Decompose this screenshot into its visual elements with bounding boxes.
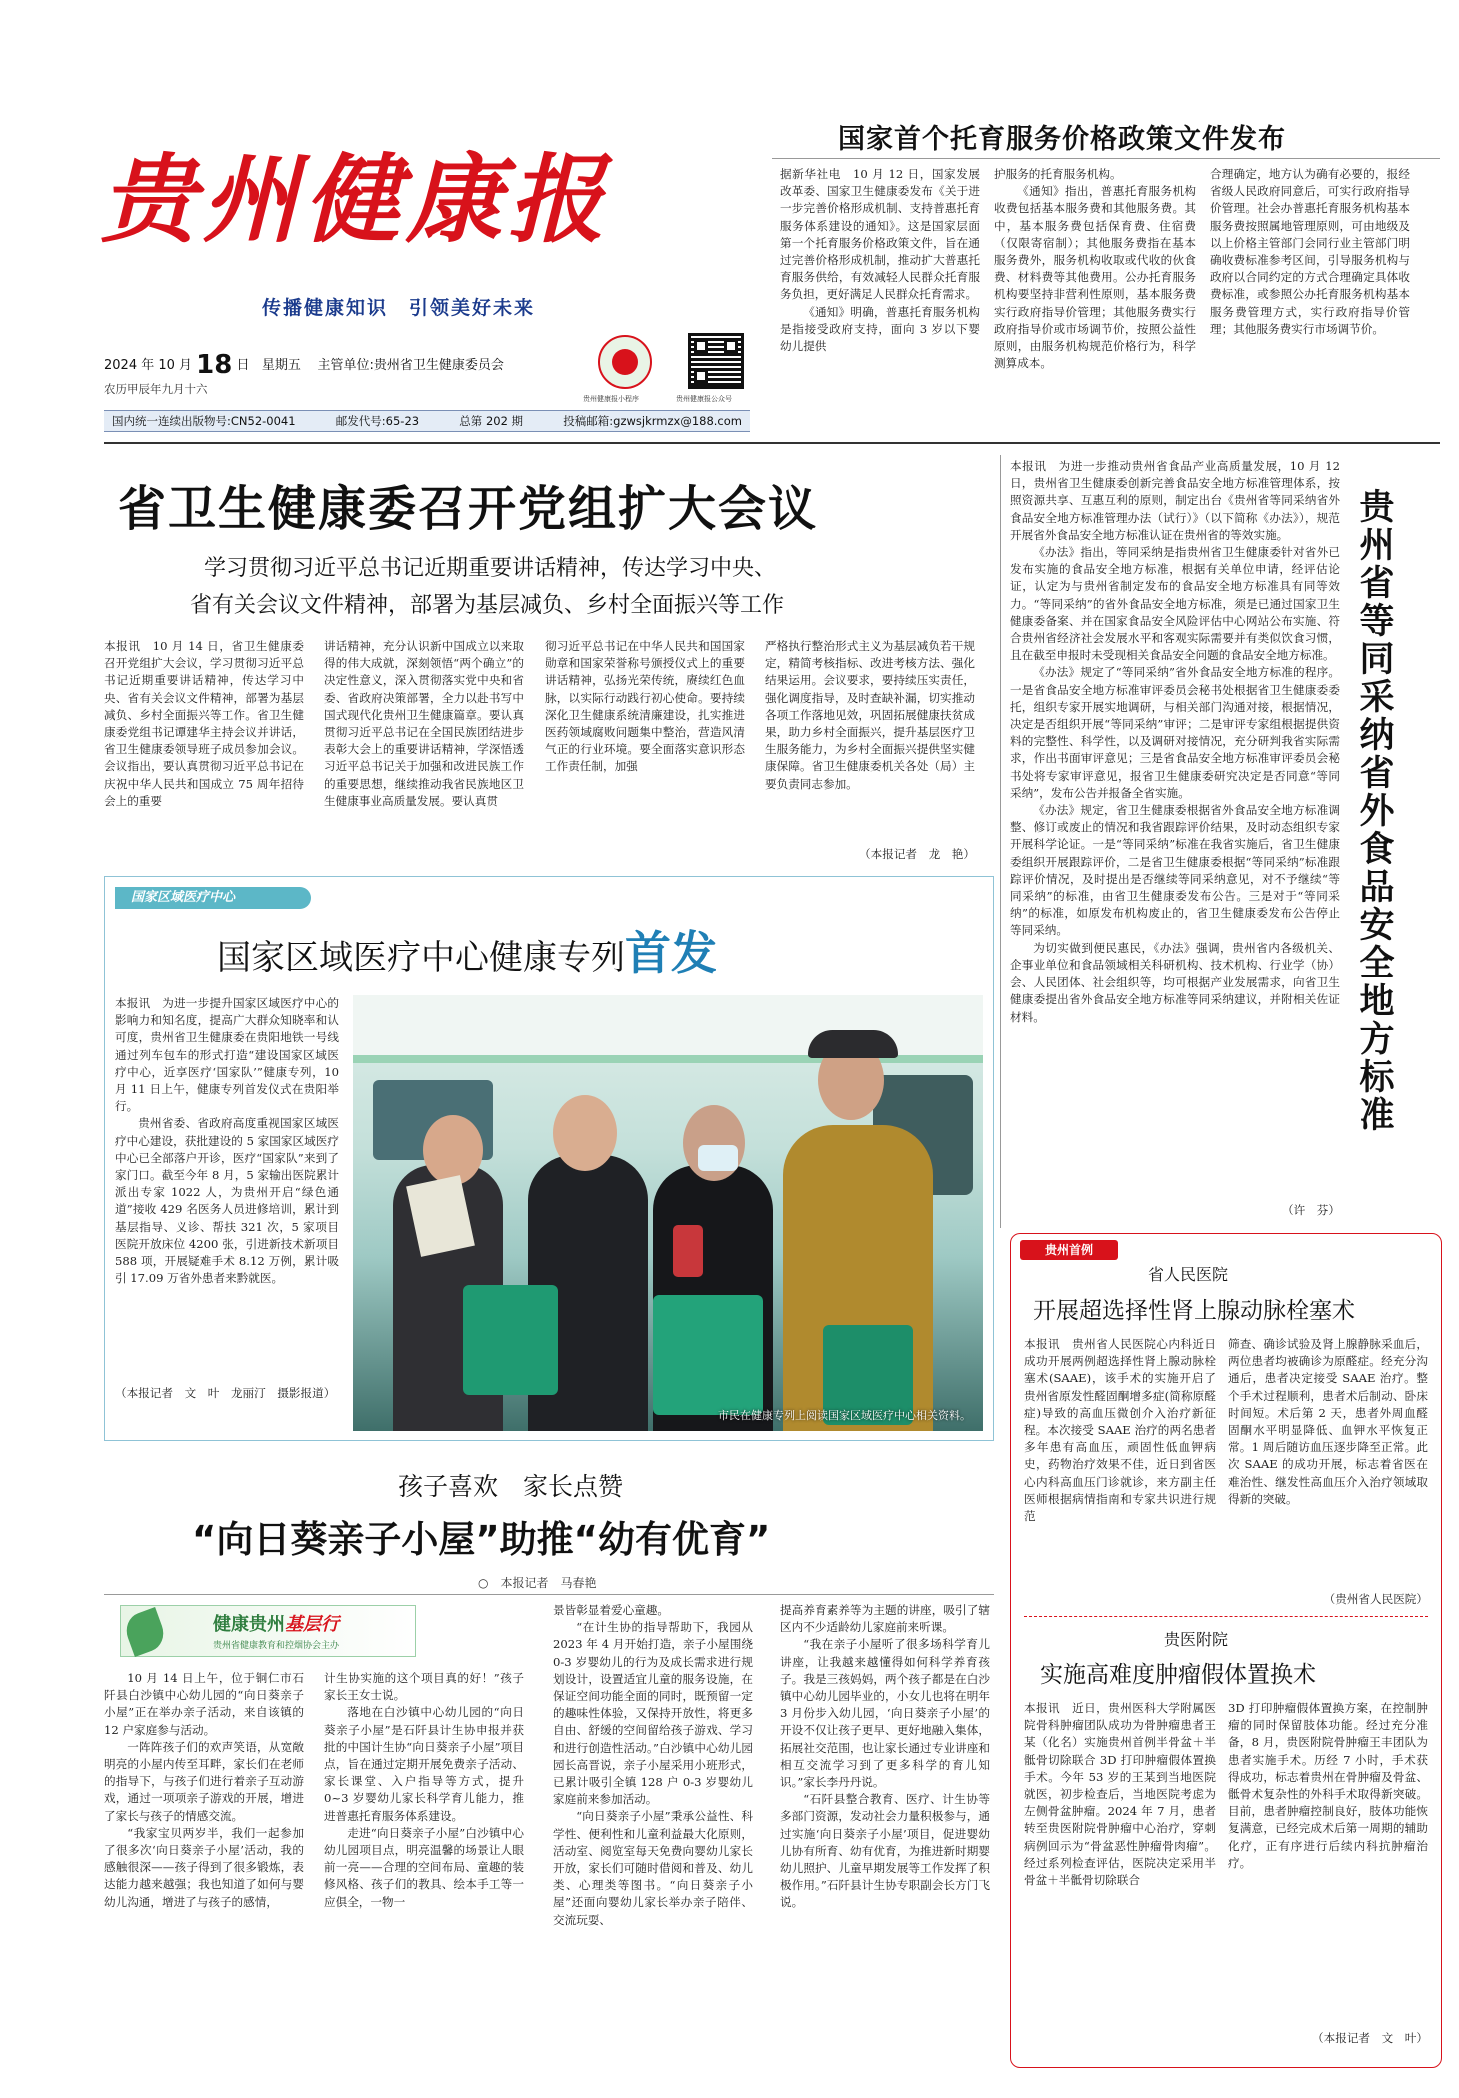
- sidebar-tumor-col-2: 3D 打印肿瘤假体置换方案，在控制肿瘤的同时保留肢体功能。经过充分准备，8 月，贵医附院骨肿瘤王丰团队为患者实施手术。历经 7 小时，手术获得成功，标志着贵州在骨肿瘤及骨盆、骶骨术复杂性的外科手术取得新突破。目前，患者肿瘤控制良好，肢体功能恢复满意，已经完成术后第一周期的辅助化疗，正有序进行后续内科抗肿瘤治疗。: [1228, 1701, 1428, 1870]
- leaf-icon: [121, 1607, 169, 1657]
- sidebar-tumor-kicker: 贵医附院: [1164, 1630, 1229, 1649]
- sunflower-col-1: 10 月 14 日上午，位于铜仁市石阡县白沙镇中心幼儿园的“向日葵亲子小屋”正在举办亲子活动，来自该镇的 12 户家庭参与活动。 一阵阵孩子们的欢声笑语，从宽敞明亮的小屋内传至耳畔，家长们在老师的指导下，与孩子们进行着亲子互动游戏，通过一项项亲子游戏的开展，增进了家长与孩子的情感交流。 “我家宝贝两岁半，我们一起参加了很多次‘向日葵亲子小屋’活动，我的感触很深——孩子得到了很多锻炼，表达能力越来越强；我也知道了如何与婴幼儿沟通，增进了与孩子的感情，: [104, 1671, 304, 1909]
- info-bar: [104, 410, 750, 432]
- lead-subhead-2: 省有关会议文件精神，部署为基层减负、乡村全面振兴等工作: [190, 593, 785, 618]
- sidebar-tumor-byline: （本报记者 文 叶）: [1312, 2031, 1428, 2045]
- qr-mini-label: 贵州健康报小程序: [583, 395, 639, 403]
- qr-wechat-label: 贵州健康报公众号: [676, 395, 732, 403]
- date-line: [104, 350, 504, 380]
- center-byline: （本报记者 文 叶 龙丽汀 摄影报道）: [115, 1386, 336, 1400]
- sidebar-tumor-headline: 实施高难度肿瘤假体置换术: [1040, 1662, 1316, 1688]
- info-issn: 国内统一连续出版物号:CN52-0041: [112, 414, 296, 428]
- date-label: 2024 年 10 月: [104, 358, 193, 373]
- photo-caption: 市民在健康专列上阅读国家区域医疗中心相关资料。: [718, 1409, 971, 1422]
- sunflower-kicker: 孩子喜欢 家长点赞: [398, 1472, 624, 1501]
- lead-col-1: 本报讯 10 月 14 日，省卫生健康委召开党组扩大会议，学习贯彻习近平总书记近期重要讲话精神，传达学习中央、省有关会议文件精神，部署为基层减负、乡村全面振兴等工作。省卫生健康委党组书记谭建华主持会议并讲话，省卫生健康委领导班子成员参加会议。会议指出，要认真贯彻习近平总书记在庆祝中华人民共和国成立 75 周年招待会上的重要: [104, 639, 304, 808]
- date-day: 18: [196, 350, 233, 380]
- sunflower-headline: “向日葵亲子小屋”助推“幼有优育”: [192, 1518, 771, 1561]
- sidebar-firsts-headline: 开展超选择性肾上腺动脉栓塞术: [1033, 1298, 1355, 1324]
- masthead-title: 贵州健康报: [100, 143, 610, 256]
- info-postal: 邮发代号:65-23: [335, 414, 420, 428]
- center-section-tag: 国家区域医疗中心: [115, 887, 311, 909]
- sunflower-col-3: 景皆彰显着爱心童趣。 “在计生协的指导帮助下，我园从 2023 年 4 月开始打造，亲子小屋围绕 0-3 岁婴幼儿的行为及成长需求进行规划设计，设置适宜儿童的服务设施，在保证空间功能全面的同时，既预留一定的趣味性体验，又保持开放性，将更多自由、舒缓的空间留给孩子游戏、学习和进行创造性活动。”白沙镇中心幼儿园园长高晋说，亲子小屋采用小班形式，已累计吸引全镇 128 户 0-3 岁婴幼儿家庭前来参加活动。 “向日葵亲子小屋”秉承公益性、科学性、便利性和儿童利益最大化原则，活动室、阅览室每天免费向婴幼儿家长开放，家长们可随时借阅和普及、幼儿类、心理类等图书。“向日葵亲子小屋”还面向婴幼儿家长举办亲子陪伴、交流玩耍、: [553, 1603, 753, 1927]
- logo-icon: [612, 349, 638, 375]
- info-email: 投稿邮箱:gzwsjkrmzx@188.com: [563, 414, 742, 428]
- sidebar-section-tag: 贵州首例: [1020, 1240, 1118, 1260]
- sunflower-byline: ○ 本报记者 马春艳: [478, 1576, 597, 1590]
- banner-title: 健康贵州: [213, 1614, 285, 1635]
- weekday: 星期五: [261, 358, 301, 373]
- banner-accent: 基层行: [285, 1614, 339, 1635]
- lead-col-4: 严格执行整治形式主义为基层减负若干规定，精简考核指标、改进考核方法、强化结果运用。会议要求，要持续压实责任，强化调度指导，及时查缺补漏，切实推动各项工作落地见效，巩固拓展健康扶贫成果，助力乡村全面振兴，提升基层医疗卫生服务能力，为乡村全面振兴提供坚实健康保障。省卫生健康委机关各处（局）主要负责同志参加。: [765, 639, 975, 791]
- lead-col-3: 彻习近平总书记在中华人民共和国国家勋章和国家荣誉称号颁授仪式上的重要讲话精神，弘扬光荣传统，赓续红色血脉，以实际行动践行初心使命。要持续深化卫生健康系统清廉建设，扎实推进医药领域腐败问题集中整治，营造风清气正的行业环境。要全面落实意识形态工作责任制，加强: [545, 639, 745, 774]
- qr-mini-program: [598, 335, 652, 389]
- right-story-body: 本报讯 为进一步推动贵州省食品产业高质量发展，10 月 12 日，贵州省卫生健康委创新完善食品安全地方标准管理体系，按照资源共享、互惠互利的原则，制定出台《贵州省等同采纳省外食品安全地方标准管理办法（试行）》（以下简称《办法》），规范开展省外食品安全地方标准认证在贵州省的等效实施。 《办法》指出，等同采纳是指贵州省卫生健康委针对省外已发布实施的食品安全地方标准，根据有关单位申请，经评估论证，认定为与贵州省制定发布的食品安全地方标准具有同等效力。“等同采纳”的省外食品安全地方标准，须是已通过国家卫生健康委备案、并在国家食品安全风险评估中心网站公布实施、符合贵州省经济社会发展水平和客观实际需要并有类似饮食习惯，且在截至申报时未受现相关食品安全问题的食品安全地方标准。 《办法》规定了“等同采纳”省外食品安全地方标准的程序。一是省食品安全地方标准审评委员会秘书处根据省卫生健康委委托，组织专家开展实地调研，与相关部门沟通对接，根据情况，决定是否组织开展“等同采纳”审评；二是审评专家组根据提供资料的完整性、科学性，以及调研对接情况，充分研判我省实际需求，作出书面审评意见；三是省食品安全地方标准审评委员会秘书处将专家审评意见，报省卫生健康委研究决定是否同意“等同采纳”，发布公告并报备全省实施。 《办法》规定，省卫生健康委根据省外食品安全地方标准调整、修订或废止的情况和我省跟踪评价结果，及时动态组织专家开展科学论证。一是“等同采纳”标准在我省实施后，省卫生健康委组织开展跟踪评价，二是省卫生健康委根据“等同采纳”标准跟踪评价情况，及时提出是否继续等同采纳意见，对不予继续“等同采纳”的标准，由省卫生健康委发布公告。三是对于“等同采纳”的标准，如原发布机构废止的，省卫生健康委发布公告停止等同采纳。 为切实做到便民惠民，《办法》强调，贵州省内各级机关、企事业单位和食品领域相关科研机构、技术机构、行业学（协）会、人民团体、社会组织等，均可根据产业发展需求，向省卫生健康委提出省外食品安全地方标准等同采纳建议，并附相关佐证材料。: [1010, 459, 1340, 1024]
- center-story-box: [104, 876, 994, 1441]
- subway-photo: [353, 995, 983, 1431]
- right-story-byline: （许 芬）: [1282, 1203, 1340, 1217]
- center-headline-accent: 首发: [625, 926, 717, 980]
- lead-subhead-1: 学习贯彻习近平总书记近期重要讲话精神，传达学习中央、: [204, 556, 777, 581]
- center-body: 本报讯 为进一步提升国家区域医疗中心的影响力和知名度，提高广大群众知晓率和认可度，贵州省卫生健康委在贵阳地铁一号线通过列车包车的形式打造“建设国家区域医疗中心，近享医疗‘国家队’”健康专列，10 月 11 日上午，健康专列首发仪式在贵阳举行。 贵州省委、省政府高度重视国家区域医疗中心建设，获批建设的 5 家国家区域医疗中心已全部落户开诊，医疗“国家队”来到了家门口。截至今年 8 月，5 家输出医院累计派出专家 1022 人，为贵州开启“绿色通道”接收 429 名医务人员进修培训，累计到基层指导、义诊、帮扶 321 次，5 家项目医院开放床位 4200 张，引进新技术新项目 588 项，开展疑难手术 8.12 万例，累计吸引 17.09 万省外患者来黔就医。: [115, 996, 339, 1286]
- top-story-col-3: 合理确定，地方认为确有必要的，报经省级人民政府同意后，可实行政府指导价管理。社会办普惠托育服务机构基本服务费按照属地管理原则，可由地级及以上价格主管部门会同行业主管部门明确收费标准参考区间，引导服务机构与政府以合同约定的方式合理确定具体收费标准，或参照公办托育服务机构基本服务费管理方式，实行政府指导价管理；其他服务费实行市场调节价。: [1210, 167, 1410, 336]
- banner-sub: 贵州省健康教育和控烟协会主办: [213, 1641, 340, 1651]
- info-issue: 总第 202 期: [459, 414, 524, 428]
- masthead-slogan: 传播健康知识 引领美好未来: [262, 297, 536, 319]
- jiceng-banner: [120, 1605, 416, 1657]
- sunflower-col-4: 提高养育素养等为主题的讲座，吸引了辖区内不少适龄幼儿家庭前来听课。 “我在亲子小屋听了很多场科学育儿讲座，让我越来越懂得如何科学养育孩子。我是三孩妈妈，两个孩子都是在白沙镇中心幼儿园毕业的，小女儿也将在明年 3 月份步入幼儿园，‘向日葵亲子小屋’的开设不仅让孩子更早、更好地融入集体，拓展社交范围，也让家长通过专业讲座和相互交流学习到了更多科学的育儿知识。”家长李丹丹说。 “石阡县整合教育、医疗、计生协等多部门资源，发动社会力量积极参与，通过实施‘向日葵亲子小屋’项目，促进婴幼儿协有所育、幼有优育，为推进新时期婴幼儿照护、儿童早期发展等工作发挥了积极作用。”石阡县计生协专职副会长方门飞说。: [780, 1603, 990, 1910]
- sunflower-col-2: 计生协实施的这个项目真的好！”孩子家长王女士说。 落地在白沙镇中心幼儿园的“向日葵亲子小屋”是石阡县计生协申报并获批的中国计生协“向日葵亲子小屋”项目点，旨在通过定期开展免费亲子活动、家长课堂、入户指导等方式，提升 0~3 岁婴幼儿家长科学育儿能力，推进普惠托育服务体系建设。 走进“向日葵亲子小屋”白沙镇中心幼儿园项目点，明亮温馨的场景让人眼前一亮——合理的空间布局、童趣的装修风格、孩子们的教具、绘本手工等一应俱全，一物一: [324, 1671, 524, 1909]
- center-headline-prefix: 国家区域医疗中心健康专列: [217, 938, 625, 978]
- date-day-unit: 日: [236, 358, 250, 373]
- top-story-col-2: 护服务的托育服务机构。 《通知》指出，普惠托育服务机构收费包括基本服务费和其他服务费。其中，基本服务费包括保育费、住宿费（仅限寄宿制）；其他服务费指在基本服务费外，服务机构收取或代收的伙食费、材料费等其他费用。公办托育服务机构要坚持非营利性原则，基本服务费实行政府指导价管理；其他服务费实行政府指导价或市场调节价，按照公益性原则，由服务机构规范价格行为，科学测算成本。: [994, 167, 1196, 371]
- lead-headline: 省卫生健康委召开党组扩大会议: [118, 481, 819, 537]
- sidebar-firsts-col-2: 筛查、确诊试验及肾上腺静脉采血后，两位患者均被确诊为原醛症。经充分沟通后，患者决定接受 SAAE 治疗。整个手术过程顺利，患者术后制动、卧床时间短。术后第 2 天，患者外周血醛固酮水平明显降低、血钾水平恢复正常。1 周后随访血压逐步降至正常。此次 SAAE 的成功开展，标志着省医在难治性、继发性高血压介入治疗领域取得新的突破。: [1228, 1337, 1428, 1506]
- sidebar-firsts-kicker: 省人民医院: [1148, 1265, 1229, 1284]
- lead-byline: （本报记者 龙 艳）: [859, 847, 975, 861]
- sidebar-firsts-col-1: 本报讯 贵州省人民医院心内科近日成功开展两例超选择性肾上腺动脉栓塞术(SAAE)，该手术的实施开启了贵州省原发性醛固酮增多症(简称原醛症)导致的高血压微创介入治疗新征程。本次接受 SAAE 治疗的两名患者多年患有高血压，顽固性低血钾病史，药物治疗效果不佳，近日到省医心内科高血压门诊就诊，来方副主任医师根据病情指南和专家共识进行规范: [1024, 1337, 1216, 1524]
- top-story-headline: 国家首个托育服务价格政策文件发布: [838, 124, 1286, 155]
- center-headline: [217, 917, 717, 983]
- right-story-headline: 贵州省等同采纳省外食品安全地方标准: [1354, 488, 1394, 1134]
- lunar-date: 农历甲辰年九月十六: [104, 382, 208, 396]
- top-story-col-1: 据新华社电 10 月 12 日，国家发展改革委、国家卫生健康委发布《关于进一步完善价格形成机制、支持普惠托育服务体系建设的通知》。这是国家层面第一个托育服务价格政策文件，旨在通过完善价格形成机制，推动扩大普惠托育服务供给，有效减轻人民群众托育服务负担，更好满足人民群众托育需求。 《通知》明确，普惠托育服务机构是指接受政府支持，面向 3 岁以下婴幼儿提供: [780, 167, 980, 354]
- lead-col-2: 讲话精神，充分认识新中国成立以来取得的伟大成就，深刻领悟“两个确立”的决定性意义，深入贯彻落实党中央和省委、省政府决策部署，全力以赴书写中国式现代化贵州卫生健康篇章。要认真贯彻习近平总书记在全国民族团结进步表彰大会上的重要讲话精神，学深悟透习近平总书记关于加强和改进民族工作的重要思想，继续推动我省民族地区卫生健康事业高质量发展。要认真贯: [324, 639, 524, 808]
- sidebar-tumor-col-1: 本报讯 近日，贵州医科大学附属医院骨科肿瘤团队成功为骨肿瘤患者王某（化名）实施贵州首例半骨盆＋半骶骨切除联合 3D 打印肿瘤假体置换手术。今年 53 岁的王某到当地医院就医，初步检查后，当地医院考虑为左侧骨盆肿瘤。2024 年 7 月，患者转至贵医附院骨肿瘤中心治疗，穿刺病例回示为“骨盆恶性肿瘤骨肉瘤”。经过系列检查评估，医院决定采用半骨盆＋半骶骨切除联合: [1024, 1701, 1216, 1888]
- sidebar-firsts-byline: （贵州省人民医院）: [1323, 1592, 1428, 1606]
- sponsor: 主管单位:贵州省卫生健康委员会: [317, 358, 504, 373]
- qr-wechat: [688, 333, 744, 389]
